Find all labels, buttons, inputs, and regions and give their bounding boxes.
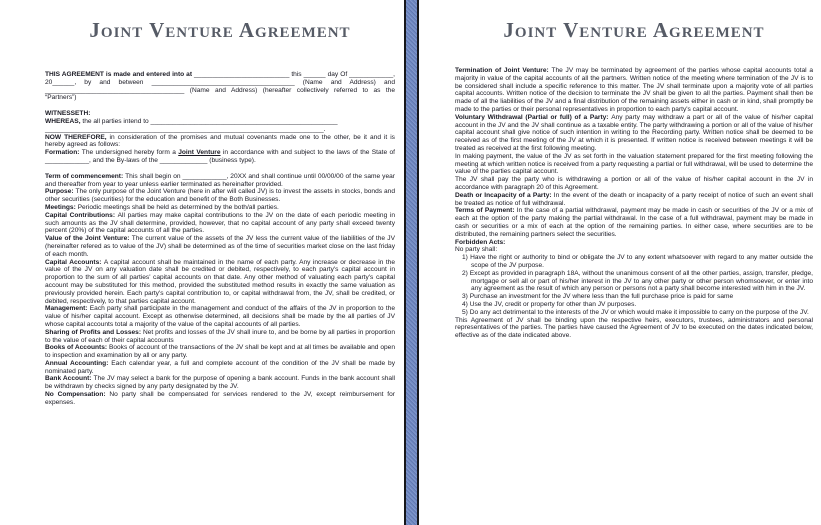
page-body <box>455 67 813 340</box>
paragraph: Death or Incapacity of a Party: In the event of the death or incapacity of a party receipt of notice of such an event shall be treated as notice of full withdrawal. <box>455 191 813 207</box>
paragraph: Voluntary Withdrawal (Partial or full) of a Party: Any party may withdraw a part or all of the value of his/her capital account in the JV and the JV shall continue as a taxable entity. The party withdrawing a portion or all of the value of his/her capital account shall give notice of such intention in writing to the Recording party. Written notice shall be deemed to be received as of the first meeting of the JV at which it is presented. If written notice is received between meetings it will be treated as received at the first following meeting. <box>455 113 814 152</box>
page-divider <box>404 0 419 525</box>
paragraph: Formation: The undersigned hereby form a Joint Venture in accordance with and subject to the laws of the State of ____________, and the By-laws of the _____________ (business type). <box>45 149 395 164</box>
paragraph: Bank Account: The JV may select a bank for the purpose of opening a bank account. Funds in the bank account shall be withdrawn by checks signed by any party designated by the JV. <box>45 375 395 391</box>
paragraph: The JV shall pay the party who is withdrawing a portion or all of the value of his/her capital account in the JV in accordance with paragraph 20 of this Agreement. <box>455 176 813 191</box>
paragraph: No Compensation: No party shall be compensated for services rendered to the JV, except reimbursement for expenses. <box>45 391 395 406</box>
paragraph: Capital Contributions: All parties may make capital contributions to the JV on the date of each periodic meeting in such amounts as the JV shall determine, provided, however, that no capital account of any party shall exceed twenty percent (20%) of the capital accounts of all the parties. <box>45 211 395 235</box>
paragraph: Term of commencement: This shall begin on ____________, 20XX and shall continue until 00/00/00 of the same year and thereafter from year to year unless earlier terminated as hereinafter provided. <box>45 172 395 188</box>
page-title: Joint Venture Agreement <box>503 18 765 42</box>
paragraph: Value of the Joint Venture: The current value of the assets of the JV less the current value of the liabilities of the JV (hereinafter refered as to value of the JV) shall be determined as of the time of securities market close on the last friday of each month. <box>45 235 396 258</box>
page-body <box>45 71 395 407</box>
document-page-2 <box>419 0 821 525</box>
paragraph: NOW THEREFORE, in consideration of the promises and mutual covenants made one to the other, be it and it is hereby agreed as follows: <box>45 133 395 149</box>
paragraph: In making payment, the value of the JV as set forth in the valuation statement prepared for the first meeting following the meeting at which written notice is received from a party requesting a partial or full withdrawal, will be used to determine the value of the parties capital account. <box>455 152 813 176</box>
paragraph: Termination of Joint Venture: The JV may be terminated by agreement of the parties whose capital accounts total a majority in value of the capital accounts of all the partners. Written notice of the meeting where termination of the JV is to be considered shall include a specific reference to this matter. The JV shall terminate upon a majority vote of all parties capital accounts. Written notice of the decision to terminate the JV shall be given to all the parties. Payment shall then be made of all the liabilities of the JV and a final distribution of the remaining assets either in cash or in kind, shall promptly be made to the parties or their personal representatives in proportion to each party's capital account. <box>455 67 813 113</box>
paragraph: Management: Each party shall participate in the management and conduct of the affairs of the JV in proportion to the value of his/her capital account. Except as otherwise determined, all decisions shall be made by the all parties of JV whose capital accounts total a majority of the value of the capital accounts of all parties. <box>45 305 395 328</box>
paragraph: 5) Do any act detrimental to the interests of the JV or which would make it impossible to carry on the purpose of the JV. <box>462 308 809 316</box>
paragraph: Annual Accounting: Each calendar year, a full and complete account of the condition of the JV shall be made by nominated party. <box>45 359 395 375</box>
page-title: Joint Venture Agreement <box>89 18 351 42</box>
paragraph: No party shall: <box>455 246 498 254</box>
paragraph: 3) Purchase an investment for the JV where less than the full purchase price is paid for same <box>462 293 734 301</box>
paragraph: Forbidden Acts: <box>455 238 506 246</box>
paragraph: WITNESSETH: <box>45 110 91 118</box>
paragraph: THIS AGREEMENT is made and entered into at __________________________ this ______ day Of ____________, 20______, by and between _______________________________________ (Name and Address) and ______________________________________ (Name and Address) (hereafter collectively referred to as the “Partners”) <box>45 71 395 102</box>
paragraph: Purpose: The only purpose of the Joint Venture (here in after will called JV) is to invest the assets in stocks, bonds and other securities (securities) for the education and benefit of the Both Businesses. <box>45 188 395 204</box>
paragraph: Books of Accounts: Books of account of the transactions of the JV shall be kept and at all times be available and open to inspection and examination by all or any party. <box>45 344 395 360</box>
paragraph: 4) Use the JV, credit or property for other than JV purposes. <box>462 300 637 308</box>
paragraph: Terms of Payment: In the case of a partial withdrawal, payment may be made in cash or securities of the JV or a mix of each at the option of the party making the partial withdrawal. In the case of a full withdrawal, payment may be made in cash or securities or a mix of each at the option of the remaining parties. In either case, where securities are to be distributed, the remaining partners select the securities. <box>455 207 813 238</box>
paragraph: 1) Have the right or authority to bind or obligate the JV to any extent whatsoever with regard to any matter outside the scope of the JV purpose. <box>462 254 813 269</box>
paragraph: Capital Accounts: A capital account shall be maintained in the name of each party. Any increase or decrease in the value of the JV on any valuation date shall be credited or debited, respectively, to each party's capital account in proportion to the sum of all parties' capital accounts on that date. Any other method of valuating each party's capital account may be substituted for this method, provided the substituted method results in exactly the same valuation as previously provided herein. Each party's capital contribution to, or capital withdrawal from, the JV, shall be credited, or debited, respectively, to that parties capital account. <box>45 258 395 305</box>
paragraph: ____________________________________________________________________________. <box>45 125 326 133</box>
document-page-1 <box>0 0 405 525</box>
paragraph: This Agreement of JV shall be binding upon the respective heirs, executors, trustees, administrators and personal representatives of the parties. The parties have caused the Agreement of JV to be executed on the dates indicated below, effective as of the date indicated above. <box>455 316 813 340</box>
paragraph: Sharing of Profits and Losses: Net profits and losses of the JV shall inure to, and be borne by all parties in proportion to the value of each of their capital accounts <box>45 328 395 344</box>
paragraph: WHEREAS, the all parties intend to ___________________________________________________ <box>45 117 338 125</box>
paragraph: 2) Except as provided in paragraph 18A, without the unanimous consent of all the other parties, assign, transfer, pledge, mortgage or sell all or part of his/her interest in the JV to any other party or other person whomsoever, or enter into any agreement as the result of which any person or persons not a party shall become interested with him in the JV. <box>462 269 813 293</box>
paragraph: Meetings: Periodic meetings shall be held as determined by the both/all parties. <box>45 203 279 211</box>
